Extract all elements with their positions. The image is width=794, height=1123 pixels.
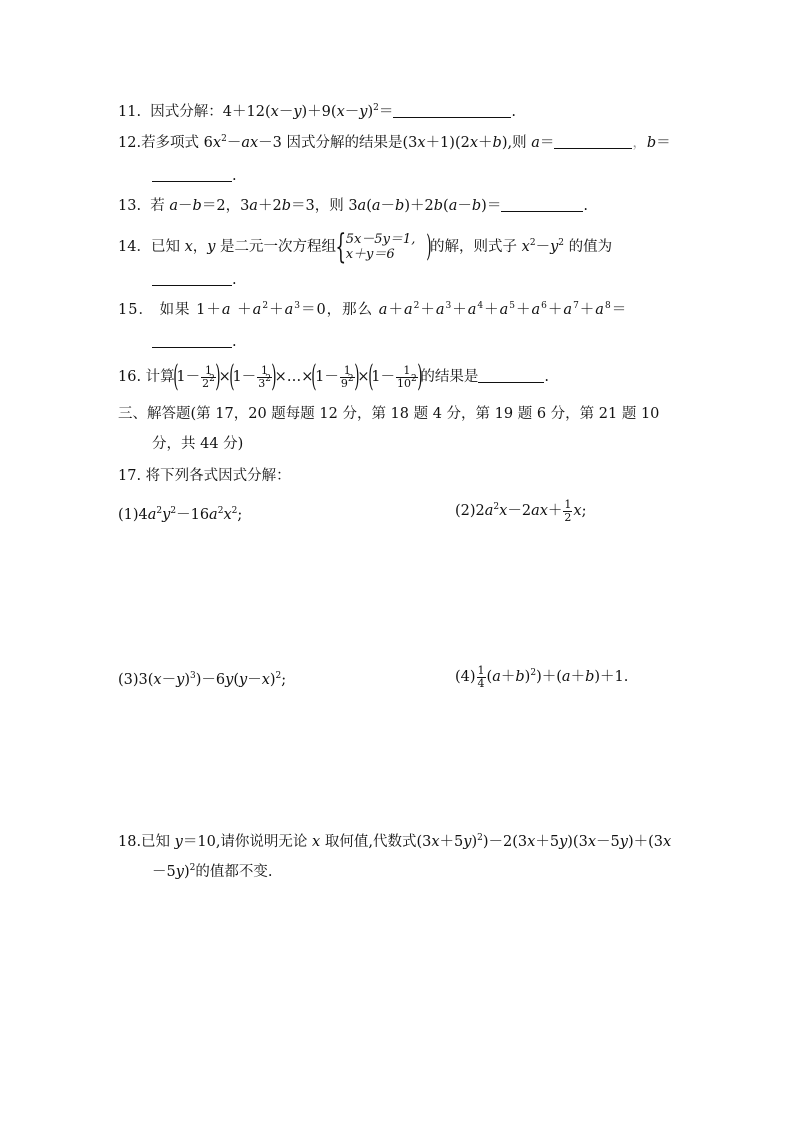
- answer-blank-13[interactable]: [501, 197, 583, 212]
- question-15: 15． 如果 $1+a +a^2+a^3=0$，那么 $a+a^2+a^3+a^4+a^5+a^6+a^7+a^8=$: [118, 301, 628, 318]
- left-brace: {: [335, 227, 347, 267]
- answer-blank-11[interactable]: [393, 103, 511, 118]
- question-15-cont: .: [152, 332, 237, 352]
- question-13: 13. 若 a－b＝2，3a＋2b＝3，则 3a(a－b)＋2b(a－b)＝ .: [118, 198, 588, 214]
- question-14: 14．已知 x，y 是二元一次方程组{ 5x－5y＝1, x＋y＝6 )的解，则式子 $x^2-y^2$ 的值为: [118, 227, 613, 267]
- question-18: 18.已知 y＝10,请你说明无论 x 取何值,代数式$(3x+5y)^2)-2(3x+5y)(3x-5y)+(3x$: [118, 833, 672, 850]
- equation-system: 5x－5y＝1, x＋y＝6: [345, 232, 416, 262]
- question-11: 11. 因式分解：$4+12(x-y)+9(x-y)^2=$ .: [118, 103, 516, 120]
- section-3-header-cont: 分，共 44 分): [152, 436, 244, 452]
- question-17-title: 17. 将下列各式因式分解：: [118, 468, 291, 484]
- question-12: 12.若多项式 $6x^2-ax-3$ 因式分解的结果是(3x＋1)(2x＋b),则 a＝ ，b＝: [118, 134, 671, 151]
- answer-blank-15[interactable]: [152, 333, 232, 348]
- answer-blank-12a[interactable]: [554, 134, 632, 149]
- answer-blank-12b[interactable]: [152, 167, 232, 182]
- question-14-cont: .: [152, 270, 237, 290]
- answer-blank-14[interactable]: [152, 271, 232, 286]
- question-18-cont: －5y)$^2$的值都不变.: [152, 863, 273, 880]
- question-17-part-3: $(3)3(x-y)^3)-6y(y-x)^2$;: [118, 671, 287, 688]
- question-17-part-1: $(1)4a^2y^2-16a^2x^2$;: [118, 506, 243, 523]
- question-17-part-2: $(2)2a^2x-2ax+$ $\frac{1}{2}$ x;: [455, 497, 587, 524]
- section-3-header: 三、解答题(第 17，20 题每题 12 分，第 18 题 4 分，第 19 题 6 分，第 21 题 10: [118, 406, 660, 422]
- question-16: 16. 计算(1－ $\frac{1}{2^2}$ )×(1－ $\frac{1}{3^2}$ )×…×(1－ $\frac{1}{9^2}$ )×(1－ $\frac{1}{10^2}$ )的结果是 .: [118, 359, 550, 394]
- answer-blank-16[interactable]: [478, 368, 544, 383]
- question-12-cont: .: [152, 166, 237, 186]
- question-17-part-4: (4) $\frac{1}{4}$ $(a+b)^2)+(a+b)+1$.: [455, 663, 629, 690]
